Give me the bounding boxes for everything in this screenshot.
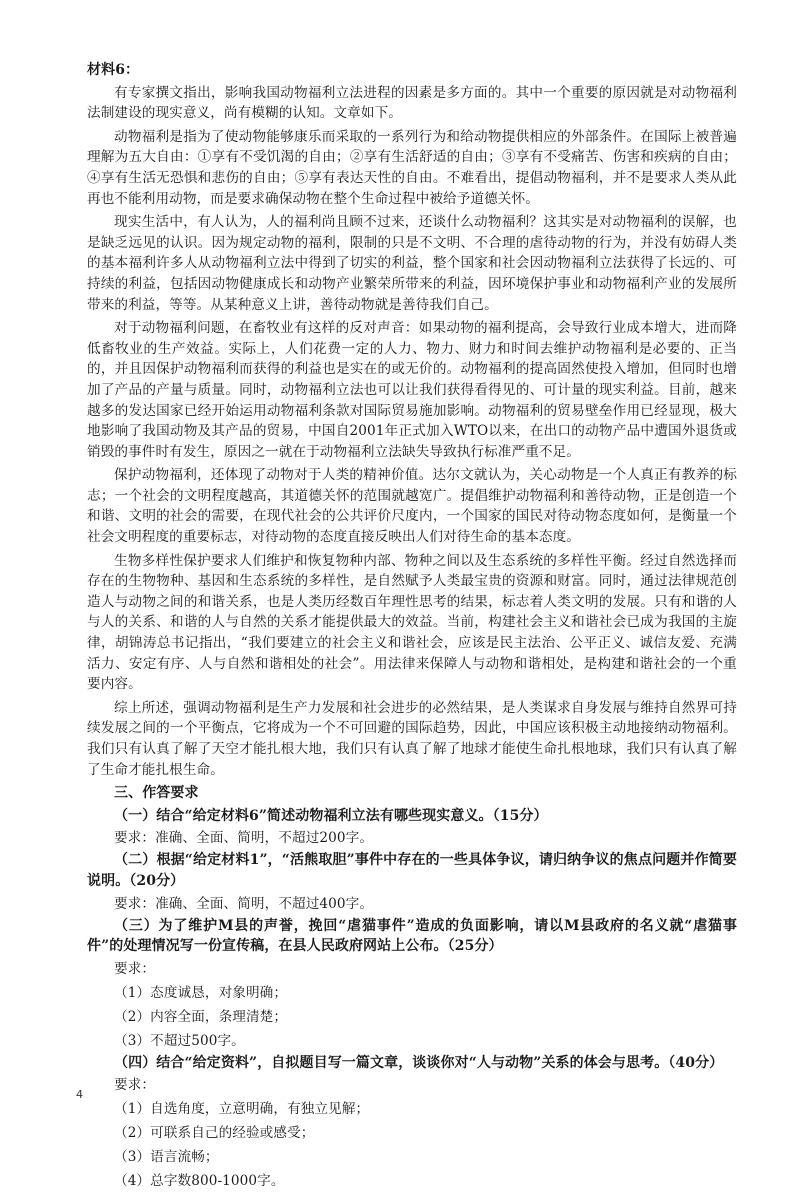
material-paragraph: 保护动物福利，还体现了动物对于人类的精神价值。达尔文就认为，关心动物是一个人真正有教养的标志；一个社会的文明程度越高，其道德关怀的范围就越宽广。提倡维护动物福利和善待动物，正是创造一个和谐、文明的社会的需要，在现代社会的公共评价尺度内，一个国家的国民对待动物态度如何，是衡量一个社会文明程度的重要标志，对待动物的态度直接反映出人们对待生命的基本态度。 [87, 467, 737, 546]
question-3-requirement: 要求： [114, 960, 156, 977]
material-paragraph: 对于动物福利问题，在畜牧业有这样的反对声音：如果动物的福利提高，会导致行业成本增大，进而降低畜牧业的生产效益。实际上，人们花费一定的人力、物力、财力和时间去维护动物福利是必要的、正当的，并且因保护动物福利而获得的利益也是实在的或无价的。动物福利的提高固然使投入增加，但同时也增加了产品的产量与质量。同时，动物福利立法也可以让我们获得看得见的、可计量的现实利益。目前，越来越多的发达国家已经开始运用动物福利条款对国际贸易施加影响。动物福利的贸易壁垒作用已经显现，极大地影响了我国动物及其产品的贸易，中国自2001年正式加入WTO以来，在出口的动物产品中遭国外退货或销毁的事件时有发生，原因之一就在于动物福利立法缺失导致执行标准严重不足。 [87, 320, 737, 460]
question-4-item: （1）自选角度，立意明确，有独立见解； [114, 1101, 370, 1118]
question-1-requirement: 要求：准确、全面、简明，不超过200字。 [114, 830, 374, 847]
question-1-title: （一）结合“给定材料6”简述动物福利立法有哪些现实意义。（15分） [114, 807, 548, 824]
question-4-item: （3）语言流畅； [114, 1149, 219, 1166]
requirements-heading: 三、作答要求 [114, 785, 199, 802]
question-3-title: （三）为了维护M县的声誉，挽回“虐猫事件”造成的负面影响，请以M县政府的名义就“虐猫事件”的处理情况写一份宣传稿，在县人民政府网站上公布。（25分） [87, 917, 737, 955]
question-4-item: （4）总字数800-1000字。 [114, 1173, 285, 1190]
question-4-requirement: 要求： [114, 1077, 156, 1094]
question-4-title: （四）结合“给定资料”，自拟题目写一篇文章，谈谈你对“人与动物”关系的体会与思考。（40分） [114, 1054, 724, 1071]
page-number: 4 [76, 1088, 83, 1101]
page-content [87, 60, 737, 1193]
material-paragraph: 综上所述，强调动物福利是生产力发展和社会进步的必然结果，是人类谋求自身发展与维持自然界可持续发展之间的一个平衡点，它将成为一个不可回避的国际趋势，因此，中国应该积极主动地接纳动物福利。我们只有认真了解了天空才能扎根大地，我们只有认真了解了地球才能使生命扎根地球，我们只有认真了解了生命才能扎根生命。 [87, 699, 737, 778]
question-2-requirement: 要求：准确、全面、简明，不超过400字。 [114, 895, 374, 912]
material-paragraph: 有专家撰文指出，影响我国动物福利立法进程的因素是多方面的。其中一个重要的原因就是对动物福利法制建设的现实意义，尚有模糊的认知。文章如下。 [87, 84, 737, 122]
question-3-item: （3）不超过500字。 [114, 1032, 245, 1049]
material-paragraph: 动物福利是指为了使动物能够康乐而采取的一系列行为和给动物提供相应的外部条件。在国际上被普遍理解为五大自由：①享有不受饥渴的自由；②享有生活舒适的自由；③享有不受痛苦、伤害和疾病的自由；④享有生活无恐惧和悲伤的自由；⑤享有表达天性的自由。不难看出，提倡动物福利，并不是要求人类从此再也不能利用动物，而是要求确保动物在整个生命过程中被给予道德关怀。 [87, 128, 737, 207]
material-heading: 材料6： [87, 62, 140, 78]
material-paragraph: 生物多样性保护要求人们维护和恢复物种内部、物种之间以及生态系统的多样性平衡。经过自然选择而存在的生物物种、基因和生态系统的多样性，是自然赋予人类最宝贵的资源和财富。同时，通过法律规范创造人与动物之间的和谐关系，也是人类历经数百年理性思考的结果，标志着人类文明的发展。只有和谐的人与人的关系、和谐的人与自然的关系才能提供最大的效益。当前，构建社会主义和谐社会已成为我国的主旋律，胡锦涛总书记指出，“我们要建立的社会主义和谐社会，应该是民主法治、公平正义、诚信友爱、充满活力、安定有序、人与自然和谐相处的社会”。用法律来保障人与动物和谐相处，是构建和谐社会的一个重要内容。 [87, 552, 737, 693]
question-3-item: （2）内容全面，条理清楚； [114, 1008, 288, 1025]
question-3-item: （1）态度诚恳，对象明确； [114, 984, 288, 1001]
question-4-item: （2）可联系自己的经验或感受； [114, 1125, 315, 1142]
question-2-title: （二）根据“给定材料1”，“活熊取胆”事件中存在的一些具体争议，请归纳争议的焦点问题并作简要说明。（20分） [87, 852, 737, 889]
material-paragraph: 现实生活中，有人认为，人的福利尚且顾不过来，还谈什么动物福利？这其实是对动物福利的误解，也是缺乏远见的认识。因为规定动物的福利，限制的只是不文明、不合理的虐待动物的行为，并没有妨碍人类的基本福利许多人从动物福利立法中得到了切实的利益，整个国家和社会因动物福利立法获得了长远的、可持续的利益，包括因动物健康成长和动物产业繁荣所带来的利益，因环境保护事业和动物福利产业的发展所带来的利益，等等。从某种意义上讲，善待动物就是善待我们自己。 [87, 214, 737, 313]
